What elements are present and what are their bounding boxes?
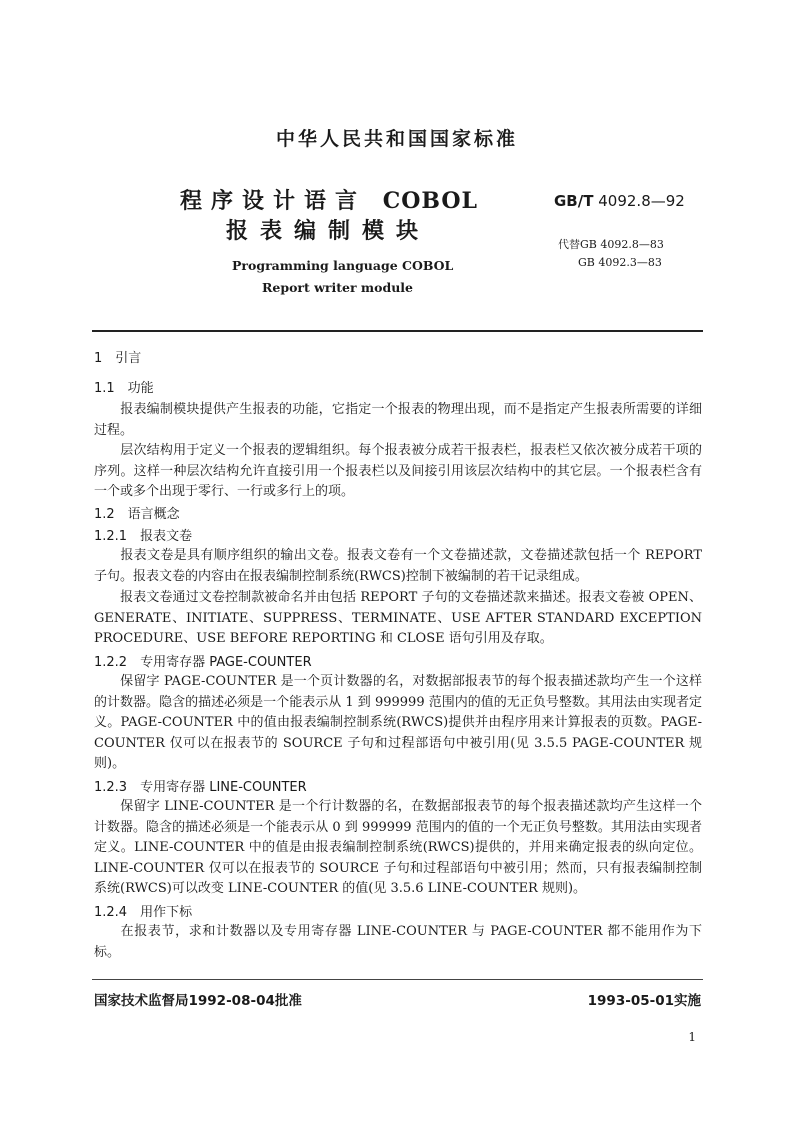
section-heading-1-2-4: 1.2.4 用作下标 — [94, 905, 193, 920]
english-title-line-1: Programming language COBOL — [232, 258, 454, 273]
national-standard-heading: 中华人民共和国国家标准 — [275, 128, 518, 150]
replaces-line-1: 代替GB 4092.8—83 — [558, 238, 664, 251]
paragraph-line-counter: 保留字 LINE-COUNTER 是一个行计数器的名，在数据部报表节的每个报表描述款均产生这样一个计数器。隐含的描述必须是一个能表示从 0 到 999999 范围内的值的一个无正负号整数。其用法由实现者定义。LINE-COUNTER 中的值是由报表编制控制系统(RWCS)提供的，并用来确定报表的纵向定位。LINE-COUNTER 仅可以在报表节的 SOURCE 子句和过程部语句中被引用；然而，只有报表编制控制系统(RWCS)可以改变 LINE-COUNTER 的值(见 3.5.6 LINE-COUNTER 规则)。 — [94, 799, 702, 897]
standard-number — [554, 192, 685, 210]
document-title-latin: COBOL — [382, 188, 478, 214]
section-heading-1-2: 1.2 语言概念 — [94, 507, 180, 522]
document-title-cn: 程序设计语言 — [180, 189, 367, 214]
section-heading-1-2-2: 1.2.2 专用寄存器 PAGE-COUNTER — [94, 655, 312, 670]
standard-prefix: GB/T — [554, 192, 594, 210]
paragraph-report-file-access: 报表文卷通过文卷控制款被命名并由包括 REPORT 子句的文卷描述款来描述。报表文卷被 OPEN、GENERATE、INITIATE、SUPPRESS、TERMINATE、USE AFTER STANDARD EXCEPTION PROCEDURE、USE BEFORE REPORTING 和 CLOSE 语句引用及存取。 — [94, 590, 702, 647]
paragraph-report-file: 报表文卷是具有顺序组织的输出文卷。报表文卷有一个文卷描述款，文卷描述款包括一个 REPORT 子句。报表文卷的内容由在报表编制控制系统(RWCS)控制下被编制的若干记录组成。 — [94, 548, 702, 584]
standard-code: 4092.8—92 — [598, 192, 685, 210]
paragraph-function: 报表编制模块提供产生报表的功能，它指定一个报表的物理出现，而不是指定产生报表所需要的详细过程。 — [94, 402, 702, 438]
section-heading-1: 1 引言 — [94, 351, 142, 366]
document-title — [180, 184, 478, 215]
effective-date: 1993-05-01实施 — [587, 993, 701, 1009]
footer-divider — [92, 979, 703, 980]
paragraph-hierarchy: 层次结构用于定义一个报表的逻辑组织。每个报表被分成若干报表栏，报表栏又依次被分成若干项的序列。这样一种层次结构允许直接引用一个报表栏以及间接引用该层次结构中的其它层。一个报表栏含有一个或多个出现于零行、一行或多行上的项。 — [94, 443, 702, 500]
document-subtitle: 报表编制模块 — [226, 219, 431, 244]
section-heading-1-2-1: 1.2.1 报表文卷 — [94, 529, 193, 544]
paragraph-page-counter: 保留字 PAGE-COUNTER 是一个页计数器的名，对数据部报表节的每个报表描述款均产生一个这样的计数器。隐含的描述必须是一个能表示从 1 到 999999 范围内的值的无正负号整数。其用法由实现者定义。PAGE-COUNTER 中的值由报表编制控制系统(RWCS)提供并由程序用来计算报表的页数。PAGE-COUNTER 仅可以在报表节的 SOURCE 子句和过程部语句中被引用(见 3.5.5 PAGE-COUNTER 规则)。 — [94, 674, 702, 772]
header-divider — [92, 330, 703, 332]
approval-date: 国家技术监督局1992-08-04批准 — [94, 993, 302, 1009]
page-number: 1 — [688, 1030, 696, 1044]
section-heading-1-2-3: 1.2.3 专用寄存器 LINE-COUNTER — [94, 780, 307, 795]
english-title-line-2: Report writer module — [262, 280, 413, 295]
section-heading-1-1: 1.1 功能 — [94, 381, 154, 396]
paragraph-subscript: 在报表节，求和计数器以及专用寄存器 LINE-COUNTER 与 PAGE-COUNTER 都不能用作为下标。 — [94, 924, 702, 960]
replaces-line-2: GB 4092.3—83 — [578, 256, 662, 269]
